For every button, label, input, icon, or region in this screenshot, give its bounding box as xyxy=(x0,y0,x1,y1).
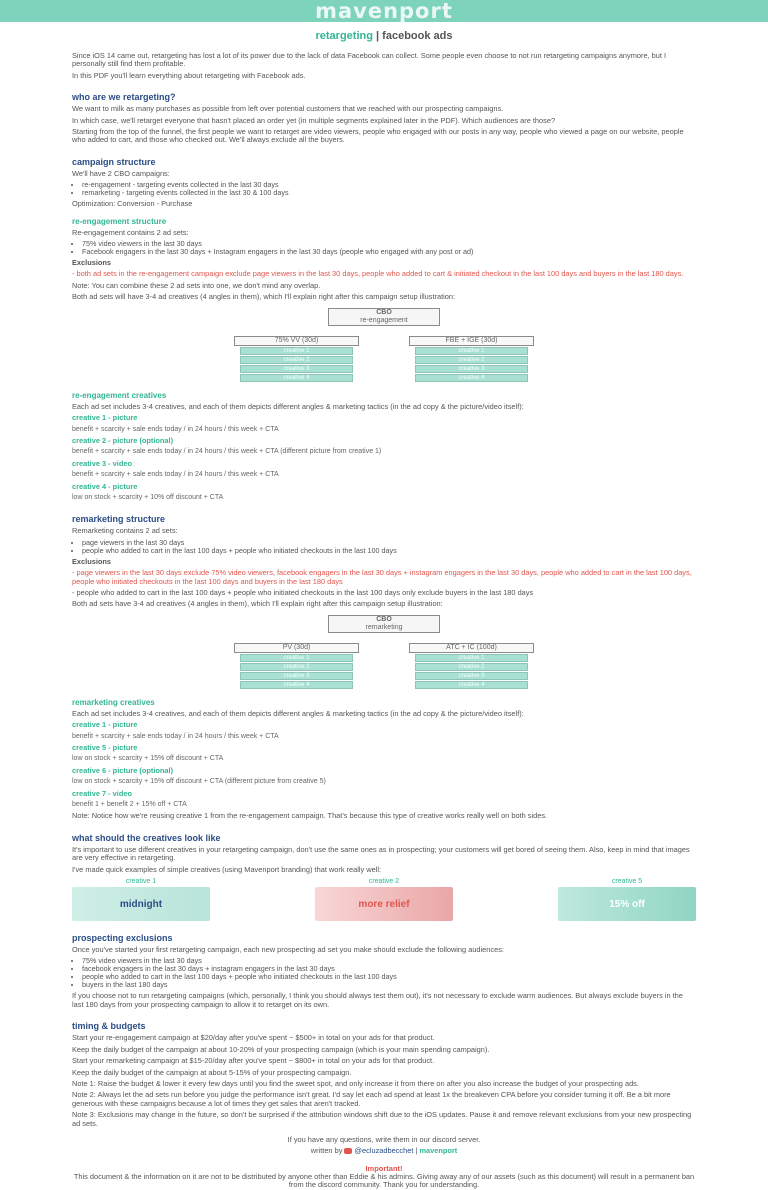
section-heading: who are we retargeting? xyxy=(72,92,176,103)
exclusions-label: Exclusions xyxy=(72,258,112,268)
creative-title: creative 3 - video xyxy=(72,458,132,468)
creative-image xyxy=(315,887,453,921)
section-heading: what should the creatives look like xyxy=(72,832,221,843)
list-item: • page viewers in the last 30 days xyxy=(82,539,696,547)
paragraph: Both ad sets will have 3-4 ad creatives (4 angles in them), which I'll explain right after this campaign setup illustration: xyxy=(72,292,456,302)
creative-box: creative 2 xyxy=(415,663,528,671)
section-heading: remarketing structure xyxy=(72,514,166,525)
adset-column xyxy=(234,336,359,383)
creative-box: creative 4 xyxy=(415,681,528,689)
footer-text: This document & the information on it are not to be distributed by anyone other than Eddie & his admins. Giving away any of our assets (such as this document) will result in a permanent ban from the discord community. Thank you for understanding. xyxy=(73,1171,695,1190)
adset-box: 75% VV (30d) xyxy=(234,336,359,346)
creative-box: creative 4 xyxy=(415,374,528,382)
header-banner xyxy=(0,0,768,22)
paragraph: Both ad sets have 3-4 ad creatives (4 angles in them), which I'll explain right after this campaign setup illustration: xyxy=(72,599,443,609)
list-item: • people who added to cart in the last 100 days + people who initiated checkouts in the last 100 days xyxy=(82,973,696,981)
paragraph: Optimization: Conversion - Purchase xyxy=(72,199,193,209)
creative-example xyxy=(315,878,453,921)
note: Note 2: Always let the ad sets run before you judge the performance isn't great. I'd say let each ad spend at least 1x the breakeven CPA before you consider turning it off. Be a bit more generous with these campaigns because a lot of times they get sales that aren't tracked. xyxy=(72,1090,671,1108)
adset-box: ATC + IC (100d) xyxy=(409,643,534,653)
paragraph: In which case, we'll retarget everyone that hasn't placed an order yet (in multiple segments explained later in the PDF). Which audiences are those? xyxy=(72,115,556,125)
paragraph: If you choose not to run retargeting campaigns (which, personally, I think you should always test them out), it's not necessary to exclude warm audiences. But always exclude buyers in the last 180 days from your prospecting campaign to allow it to retarget on its own. xyxy=(72,991,683,1009)
exclusions-text: - page viewers in the last 30 days exclude 75% video viewers, facebook engagers in the last 30 days + instagram engagers in the last 30 days, people who added to cart in the last 100 days, people who initiated checkouts in the last 100 days and buyers in the last 180 days xyxy=(72,568,692,586)
adset-column xyxy=(234,643,359,690)
creative-desc: benefit + scarcity + sale ends today / in 24 hours / this week + CTA (different picture from creative 1) xyxy=(72,448,382,456)
closing-line: If you have any questions, write them in our discord server. xyxy=(287,1134,481,1144)
paragraph: I've made quick examples of simple creatives (using Mavenport branding) that work really well: xyxy=(72,864,382,874)
creative-caption: creative 5 xyxy=(611,878,643,886)
exclusions-label: Exclusions xyxy=(72,556,112,566)
creative-box: creative 3 xyxy=(240,672,353,680)
note: Note 1: Raise the budget & lower it every few days until you find the sweet spot, and only increase it from there on after you also increase the budget of your prospecting ads. xyxy=(72,1078,639,1088)
creative-box: creative 1 xyxy=(240,654,353,662)
creative-image-text: midnight xyxy=(119,898,163,910)
creative-box: creative 1 xyxy=(240,347,353,355)
creative-desc: low on stock + scarcity + 15% off discount + CTA (different picture from creative 5) xyxy=(72,778,326,786)
brand-link[interactable]: mavenport xyxy=(419,1146,458,1156)
creative-box: creative 3 xyxy=(415,365,528,373)
list-item: • remarketing - targeting events collected in the last 30 & 100 days xyxy=(82,189,696,197)
creative-desc: low on stock + scarcity + 15% off discount + CTA xyxy=(72,755,224,763)
adset-box: FBE + IGE (30d) xyxy=(409,336,534,346)
creative-image xyxy=(72,887,210,921)
list-item: • 75% video viewers in the last 30 days xyxy=(82,957,696,965)
exclusion-list xyxy=(72,957,696,989)
campaign-label: remarketing xyxy=(365,623,403,631)
creative-title: creative 5 - picture xyxy=(72,743,138,752)
creative-box: creative 3 xyxy=(240,365,353,373)
creative-caption: creative 2 xyxy=(368,878,400,886)
adset-column xyxy=(409,643,534,690)
campaign-label: re-engagement xyxy=(360,316,408,324)
exclusions-text: - people who added to cart in the last 100 days + people who initiated checkouts in the last 100 days only exclude buyers in the last 180 days xyxy=(72,587,534,597)
creative-box: creative 2 xyxy=(240,356,353,364)
section-heading: campaign structure xyxy=(72,156,156,167)
paragraph: Start your remarketing campaign at $15-20/day after you've spent ~ $800+ in total on your ads for that product. xyxy=(72,1056,435,1066)
note: Note: You can combine these 2 ad sets into one, we don't mind any overlap. xyxy=(72,280,321,290)
footer xyxy=(72,1164,696,1190)
creative-example xyxy=(72,878,210,921)
intro-paragraph: Since iOS 14 came out, retargeting has lost a lot of its power due to the lack of data Facebook can collect. Some people even choose to not run retargeting campaigns anymore, but I personally still find them profitable. xyxy=(72,51,667,69)
paragraph: We'll have 2 CBO campaigns: xyxy=(72,168,170,178)
paragraph: Once you've started your first retargeting campaign, each new prospecting ad set you make should exclude the following audiences: xyxy=(72,945,504,955)
exclusions-text: - both ad sets in the re-engagement campaign exclude page viewers in the last 30 days, people who added to cart & initiated checkout in the last 100 days and buyers in the last 180 days. xyxy=(72,269,684,279)
remarketing-diagram xyxy=(234,615,534,690)
creative-box: creative 4 xyxy=(240,374,353,382)
list-item: • buyers in the last 180 days xyxy=(82,981,696,989)
byline-label: written by xyxy=(310,1146,343,1156)
paragraph: Starting from the top of the funnel, the first people we want to retarget are video viewers, people who engaged with our posts in any way, people who viewed a page on our website, people who added to cart, and those who checked out. We'll always exclude all the buyers. xyxy=(72,127,684,145)
creative-box: creative 1 xyxy=(415,347,528,355)
cbo-label: CBO xyxy=(376,308,392,316)
intro-paragraph: In this PDF you'll learn everything about retargeting with Facebook ads. xyxy=(72,70,306,80)
adset-list xyxy=(72,539,696,555)
list-item: • people who added to cart in the last 100 days + people who initiated checkouts in the last 100 days xyxy=(82,547,696,555)
list-item: • facebook engagers in the last 30 days + instagram engagers in the last 30 days xyxy=(82,965,696,973)
creative-title: creative 1 - picture xyxy=(72,413,138,423)
reengagement-diagram xyxy=(234,308,534,383)
list-item: • 75% video viewers in the last 30 days xyxy=(82,240,696,248)
creative-image xyxy=(558,887,696,921)
cbo-label: CBO xyxy=(376,615,392,623)
paragraph: Keep the daily budget of the campaign at about 10-20% of your prospecting campaign (which is your main spending campaign). xyxy=(72,1044,490,1054)
section-heading: re-engagement structure xyxy=(72,216,167,226)
footer-important: Important! xyxy=(365,1163,403,1173)
creative-title: creative 6 - picture (optional) xyxy=(72,765,174,775)
section-heading: remarketing creatives xyxy=(72,697,155,707)
creative-examples xyxy=(72,878,696,921)
creative-example xyxy=(558,878,696,921)
section-heading: prospecting exclusions xyxy=(72,933,173,944)
author-handle[interactable]: @ecluzadbecchet xyxy=(354,1146,414,1156)
paragraph: We want to milk as many purchases as possible from left over potential customers that we reached with our prospecting campaigns. xyxy=(72,104,504,114)
paragraph: Keep the daily budget of the campaign at about 5-15% of your prospecting campaign. xyxy=(72,1067,352,1077)
creative-desc: benefit 1 + benefit 2 + 15% off + CTA xyxy=(72,801,187,809)
cbo-box xyxy=(328,615,440,633)
list-item: • re-engagement - targeting events collected in the last 30 days xyxy=(82,181,696,189)
byline: written by @ecluzadbecchet | mavenport xyxy=(310,1146,458,1156)
title-separator: | xyxy=(372,30,383,42)
cbo-box xyxy=(328,308,440,326)
creative-title: creative 7 - video xyxy=(72,788,132,798)
document-body xyxy=(0,30,768,1190)
paragraph: Re-engagement contains 2 ad sets: xyxy=(72,227,189,237)
instagram-icon xyxy=(344,1148,352,1154)
creative-box: creative 2 xyxy=(415,356,528,364)
list-item: • Facebook engagers in the last 30 days + Instagram engagers in the last 30 days (people who engaged with any post or ad) xyxy=(82,248,696,256)
section-heading: timing & budgets xyxy=(72,1021,146,1032)
creative-title: creative 1 - picture xyxy=(72,720,138,730)
creative-box: creative 1 xyxy=(415,654,528,662)
creative-desc: benefit + scarcity + sale ends today / in 24 hours / this week + CTA xyxy=(72,425,279,433)
creative-image-text: more relief xyxy=(358,898,410,910)
creative-caption: creative 1 xyxy=(125,878,157,886)
note: Note: Notice how we're reusing creative 1 from the re-engagement campaign. That's because this type of creative works really well on both sides. xyxy=(72,811,548,821)
adset-box: PV (30d) xyxy=(234,643,359,653)
creative-image-text: 15% off xyxy=(609,898,645,910)
document-title xyxy=(72,30,696,42)
creative-box: creative 4 xyxy=(240,681,353,689)
adset-column xyxy=(409,336,534,383)
creative-box: creative 2 xyxy=(240,663,353,671)
title-sub: facebook ads xyxy=(382,30,453,42)
note: Note 3: Exclusions may change in the future, so don't be surprised if the attribution windows shift due to the iOS updates. Pause it and remove relevant exclusions from your new prospecting ad sets. xyxy=(72,1110,692,1128)
title-main: retargeting xyxy=(315,30,373,42)
paragraph: Each ad set includes 3-4 creatives, and each of them depicts different angles & marketing tactics (in the ad copy & the picture/video itself): xyxy=(72,401,524,411)
creative-title: creative 4 - picture xyxy=(72,481,138,491)
creative-title: creative 2 - picture (optional) xyxy=(72,435,174,445)
creative-desc: low on stock + scarcity + 10% off discount + CTA xyxy=(72,493,224,501)
adset-list xyxy=(72,240,696,256)
brand-logo-text: mavenport xyxy=(315,0,453,23)
campaign-list xyxy=(72,181,696,197)
paragraph: Remarketing contains 2 ad sets: xyxy=(72,526,178,536)
paragraph: It's important to use different creatives in your retargeting campaign, don't use the same ones as in prospecting; your customers will get bored of seeing them. Also, keep in mind that images are very effective in retargeting. xyxy=(72,844,690,863)
creative-desc: benefit + scarcity + sale ends today / in 24 hours / this week + CTA xyxy=(72,471,279,479)
creative-box: creative 3 xyxy=(415,672,528,680)
creative-desc: benefit + scarcity + sale ends today / in 24 hours / this week + CTA xyxy=(72,732,279,740)
section-heading: re-engagement creatives xyxy=(72,390,167,400)
paragraph: Start your re-engagement campaign at $20/day after you've spent ~ $500+ in total on your ads for that product. xyxy=(72,1033,435,1043)
paragraph: Each ad set includes 3-4 creatives, and each of them depicts different angles & marketing tactics (in the ad copy & the picture/video itself): xyxy=(72,708,524,718)
